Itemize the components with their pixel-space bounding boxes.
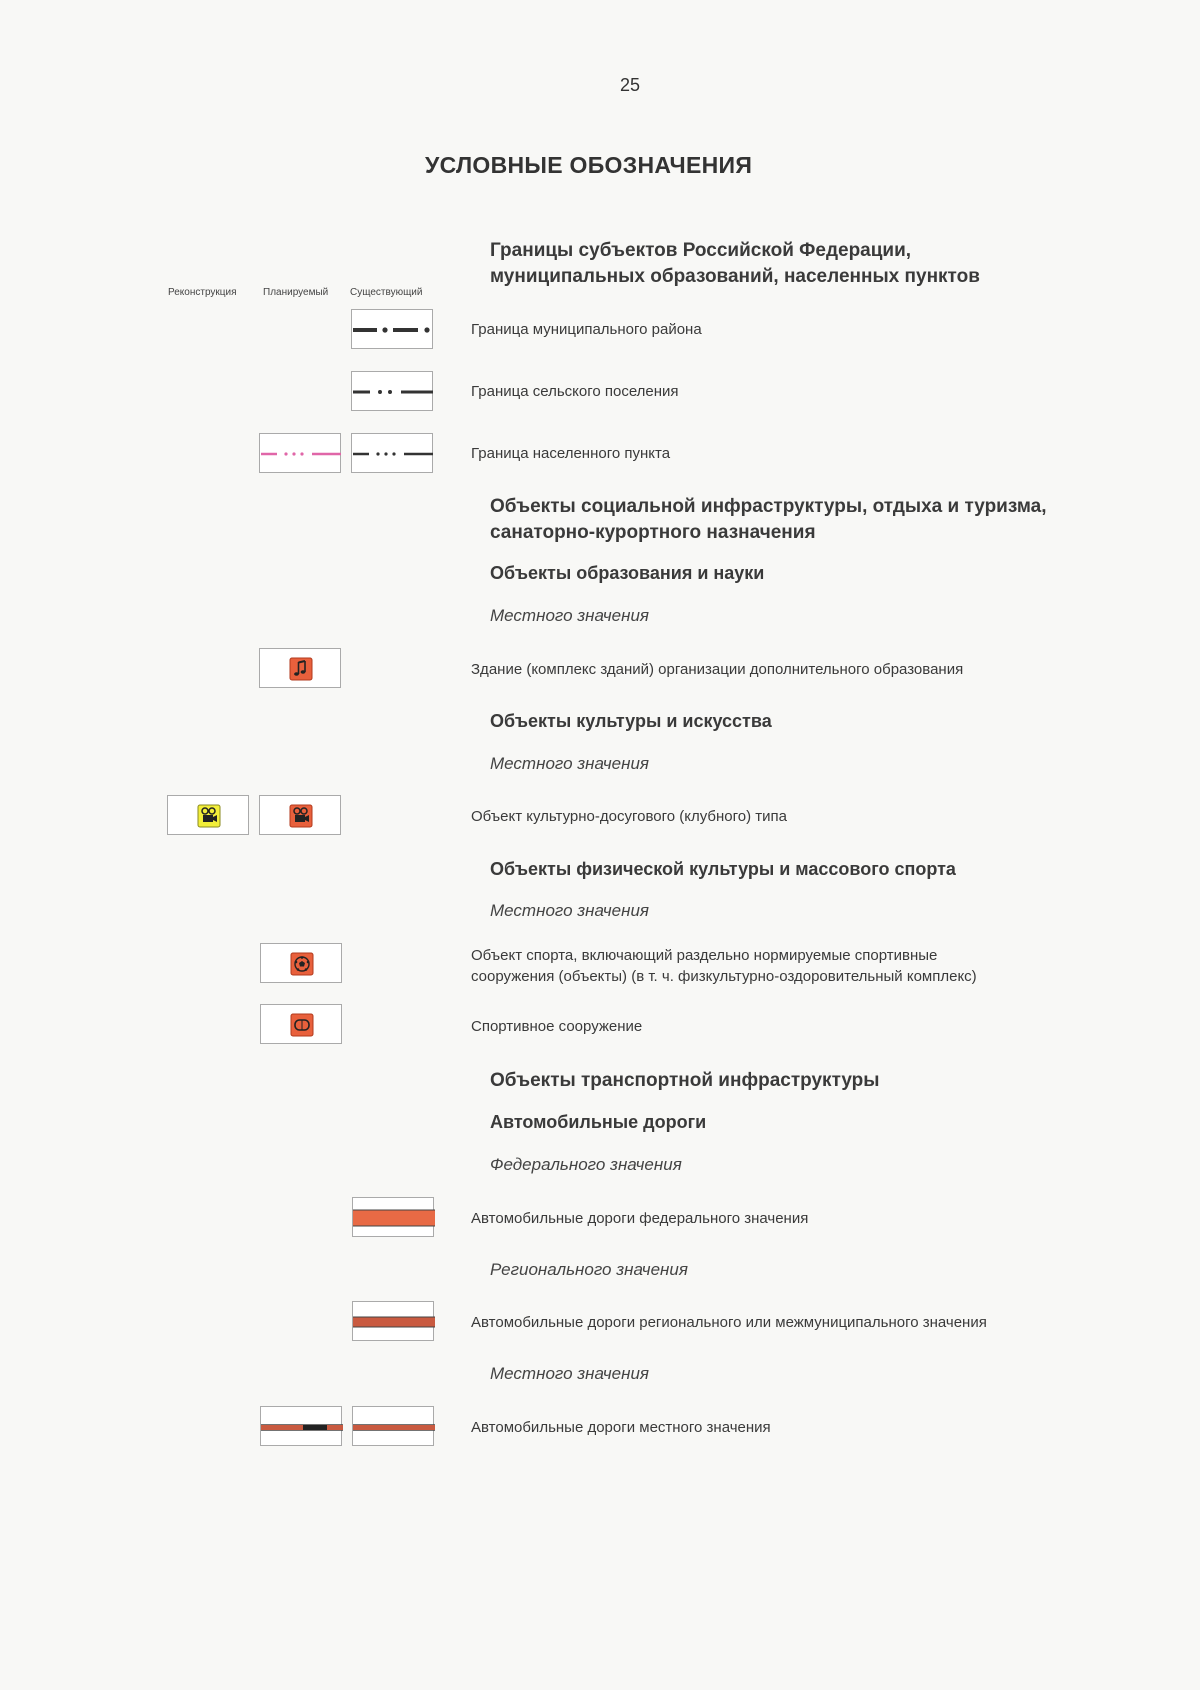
subheading-roads-regional: Регионального значения: [490, 1260, 688, 1279]
locality-border-existing-symbol: [351, 433, 433, 473]
sport-object-planned-symbol: [260, 943, 342, 983]
locality-border-planned-symbol: [259, 433, 341, 473]
regional-roads-existing-symbol: [352, 1301, 434, 1341]
column-header-reconstruction: Реконструкция: [168, 287, 237, 298]
local-roads-existing-symbol: [352, 1406, 434, 1446]
subheading-culture-local: Местного значения: [490, 754, 649, 773]
rural-settlement-border-symbol: [351, 371, 433, 411]
page-number: 25: [620, 75, 641, 95]
section-heading-borders: Границы субъектов Российской Федерации, муниципальных образований, населенных пунктов: [490, 240, 980, 287]
legend-item-local-roads: Автомобильные дороги местного значения: [471, 1419, 771, 1436]
additional-education-planned-symbol: [259, 648, 341, 688]
legend-item-regional-roads: Автомобильные дороги регионального или межмуниципального значения: [471, 1314, 987, 1331]
club-object-reconstruction-symbol: [167, 795, 249, 835]
legend-item-federal-roads: Автомобильные дороги федерального значения: [471, 1210, 809, 1227]
sport-facility-planned-symbol: [260, 1004, 342, 1044]
subheading-sport: Объекты физической культуры и массового спорта: [490, 859, 956, 879]
subheading-roads: Автомобильные дороги: [490, 1112, 707, 1132]
subheading-roads-federal: Федерального значения: [490, 1155, 682, 1174]
page-title: УСЛОВНЫЕ ОБОЗНАЧЕНИЯ: [425, 152, 753, 178]
subheading-culture: Объекты культуры и искусства: [490, 711, 772, 731]
section-heading-transport: Объекты транспортной инфраструктуры: [490, 1070, 880, 1091]
legend-item-additional-education: Здание (комплекс зданий) организации дополнительного образования: [471, 661, 964, 678]
club-object-planned-symbol: [259, 795, 341, 835]
municipal-district-border-symbol: [351, 309, 433, 349]
legend-item-locality-border: Граница населенного пункта: [471, 445, 671, 462]
subheading-roads-local: Местного значения: [490, 1364, 649, 1383]
local-roads-planned-symbol: [260, 1406, 342, 1446]
legend-item-club-object: Объект культурно-досугового (клубного) типа: [471, 808, 787, 825]
legend-item-municipal-district-border: Граница муниципального района: [471, 321, 702, 338]
legend-item-sport-facility: Спортивное сооружение: [471, 1018, 643, 1035]
federal-roads-existing-symbol: [352, 1197, 434, 1237]
column-header-planned: Планируемый: [263, 287, 329, 298]
subheading-sport-local: Местного значения: [490, 901, 649, 920]
legend-item-sport-object: Объект спорта, включающий раздельно нормируемые спортивные сооружения (объекты) (в т. ч. физкультурно-оздоровительный комплекс): [471, 947, 977, 985]
subheading-education: Объекты образования и науки: [490, 563, 765, 583]
legend-item-rural-settlement-border: Граница сельского поселения: [471, 383, 679, 400]
column-header-existing: Существующий: [350, 287, 423, 298]
section-heading-social-infrastructure: Объекты социальной инфраструктуры, отдыха и туризма, санаторно-курортного назначения: [490, 496, 1047, 543]
subheading-education-local: Местного значения: [490, 606, 649, 625]
